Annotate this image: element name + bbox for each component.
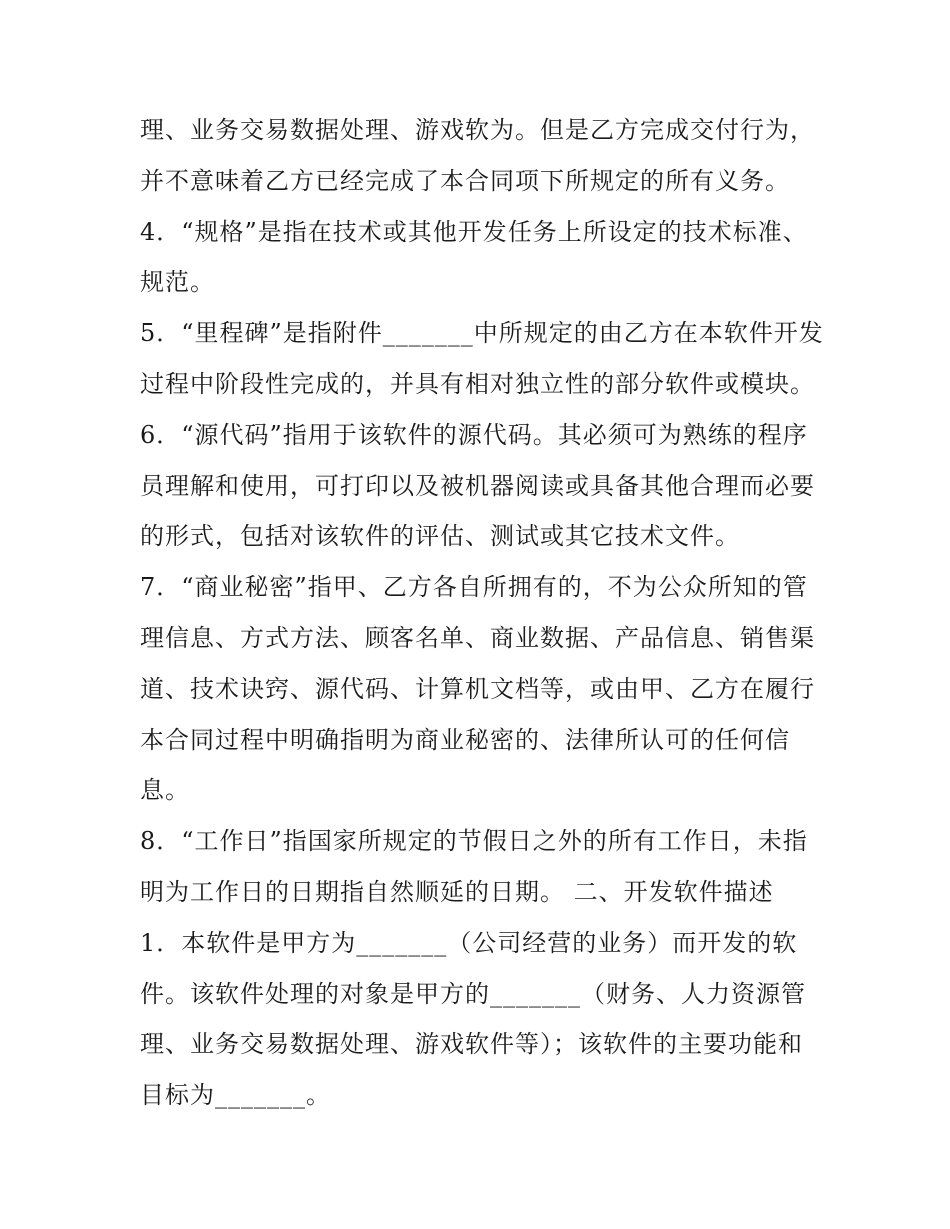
text-line: 员理解和使用，可打印以及被机器阅读或具备其他合理而必要 bbox=[140, 471, 815, 500]
document-page bbox=[140, 105, 824, 1121]
text-line: 理、业务交易数据处理、游戏软为。但是乙方完成交付行为， bbox=[140, 116, 815, 144]
text-line: 过程中阶段性完成的，并具有相对独立性的部分软件或模块。 bbox=[140, 369, 815, 398]
text-line: 道、技术诀窍、源代码、计算机文档等，或由甲、乙方在履行 bbox=[140, 674, 815, 703]
text-line: 5．“里程碑”是指附件_______中所规定的由乙方在本软件开发 bbox=[140, 319, 824, 348]
text-line: 息。 bbox=[140, 776, 190, 805]
text-line: 理、业务交易数据处理、游戏软件等）；该软件的主要功能和 bbox=[140, 1030, 803, 1059]
text-line: 明为工作日的日期指自然顺延的日期。 二、开发软件描述 bbox=[140, 877, 774, 906]
text-line: 并不意味着乙方已经完成了本合同项下所规定的所有义务。 bbox=[140, 166, 790, 195]
text-line: 6．“源代码”指用于该软件的源代码。其必须可为熟练的程序 bbox=[140, 420, 808, 449]
text-line: 的形式，包括对该软件的评估、测试或其它技术文件。 bbox=[140, 522, 740, 551]
text-line: 7．“商业秘密”指甲、乙方各自所拥有的，不为公众所知的管 bbox=[140, 573, 808, 602]
text-line: 件。该软件处理的对象是甲方的_______（财务、人力资源管 bbox=[140, 979, 806, 1008]
text-line: 目标为_______。 bbox=[140, 1081, 331, 1110]
text-line: 本合同过程中明确指明为商业秘密的、法律所认可的任何信 bbox=[140, 725, 790, 754]
text-line: 8．“工作日”指国家所规定的节假日之外的所有工作日，未指 bbox=[140, 827, 808, 856]
text-line: 1．本软件是甲方为_______（公司经营的业务）而开发的软 bbox=[140, 928, 798, 957]
text-line: 理信息、方式方法、顾客名单、商业数据、产品信息、销售渠 bbox=[140, 623, 815, 652]
text-line: 规范。 bbox=[140, 268, 215, 297]
text-line: 4．“规格”是指在技术或其他开发任务上所设定的技术标准、 bbox=[140, 217, 808, 246]
